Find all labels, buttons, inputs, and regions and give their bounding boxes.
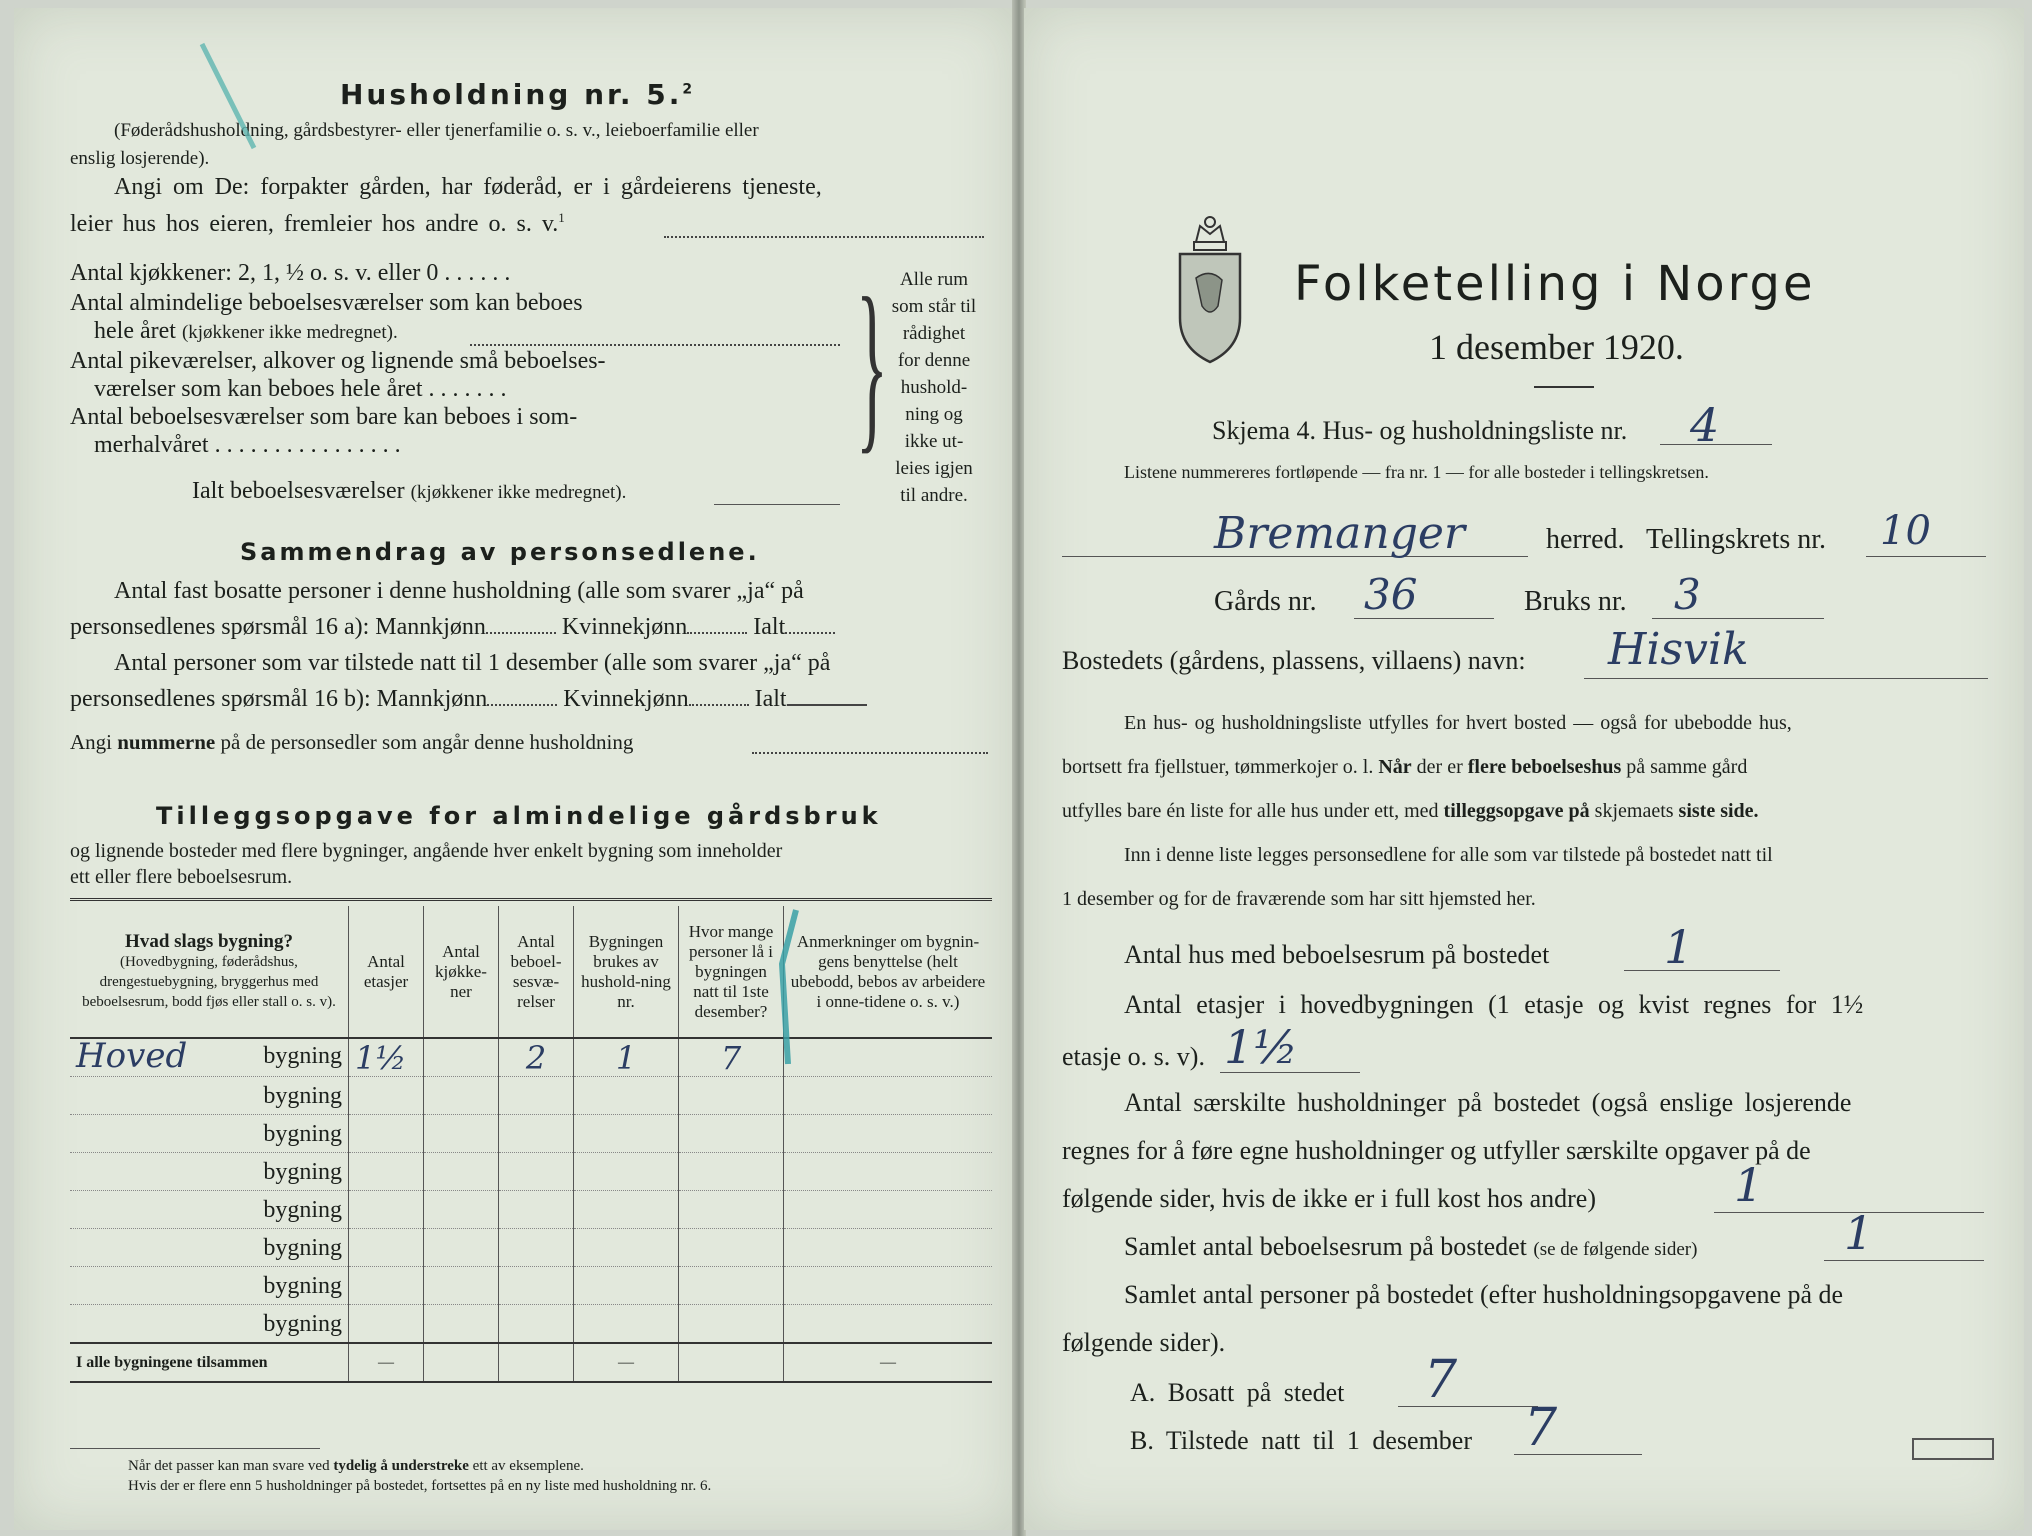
bosted-fill — [1584, 678, 1988, 679]
para2-line2: 1 desember og for de fraværende som har sitt hjemsted her. — [1062, 888, 1536, 910]
main-title: Folketelling i Norge — [1294, 256, 1816, 312]
para1-line3: utfylles bare én liste for alle hus under ett, med tilleggsopgave på skjemaets siste side. — [1062, 800, 1759, 822]
tilstede-line-1: Antal personer som var tilstede natt til 1 desember (alle som svarer „ja“ på — [114, 650, 831, 676]
right-page — [1024, 8, 2024, 1530]
listene-note: Listene nummereres fortløpende — fra nr. 1 — for alle bosteder i tellingskretsen. — [1124, 462, 1709, 482]
total-personer — [679, 1343, 784, 1382]
footnote-2: Hvis der er flere enn 5 husholdninger på bostedet, fortsettes på en ny liste med husholdning nr. 6. — [128, 1478, 712, 1494]
left-page — [14, 8, 1014, 1530]
skjema-label: Skjema 4. Hus- og husholdningsliste nr. — [1212, 416, 1628, 445]
cell-type: bygning — [70, 1267, 349, 1305]
para2-line1: Inn i denne liste legges personsedlene for alle som var tilstede på bostedet natt til — [1124, 844, 1773, 866]
cell-kjokkener — [424, 1305, 499, 1344]
cell-anm — [784, 1191, 993, 1229]
total-etasjer: — — [349, 1343, 424, 1382]
total-anm: — — [784, 1343, 993, 1382]
q-hus-value: 1 — [1664, 920, 1694, 974]
angi-fill-line — [664, 236, 984, 238]
building-table — [70, 906, 992, 1383]
q-etasjer-line2: etasje o. s. v). — [1062, 1042, 1205, 1071]
cell-vaerelser — [499, 1229, 574, 1267]
almindelige-label-2: hele året (kjøkkener ikke medregnet). — [94, 318, 398, 344]
cell-husholdning — [574, 1191, 679, 1229]
skjema-value: 4 — [1690, 398, 1720, 452]
almindelige-fill — [470, 344, 840, 346]
cell-type: bygning — [70, 1305, 349, 1344]
header-etasjer: Antal etasjer — [349, 906, 424, 1038]
gards-value: 36 — [1364, 570, 1418, 619]
herred-value: Bremanger — [1214, 508, 1465, 559]
tellingskrets-label: Tellingskrets nr. — [1646, 524, 1827, 555]
total-vaerelser — [499, 1343, 574, 1382]
table-row — [70, 1267, 992, 1305]
bosted-label: Bostedets (gårdens, plassens, villaens) navn: — [1062, 646, 1526, 675]
cell-personer: 7 — [679, 1038, 784, 1077]
total-label: I alle bygningene tilsammen — [70, 1343, 349, 1382]
gards-label: Gårds nr. — [1214, 586, 1317, 617]
angi-line-1: Angi om De: forpakter gården, har føderåd, er i gårdeierens tjeneste, — [114, 174, 822, 200]
cell-anm — [784, 1153, 993, 1191]
q-a-fill — [1398, 1406, 1538, 1407]
header-anmerkninger: Anmerkninger om bygnin-gens benyttelse (helt ubebodd, bebos av arbeidere i onne-tidene o. s. v.) — [784, 906, 993, 1038]
table-top-rule — [70, 898, 992, 901]
tilstede-line-2: personsedlenes spørsmål 16 b): Mannkjønn Kvinnekjønn Ialt — [70, 686, 867, 713]
cell-husholdning — [574, 1229, 679, 1267]
q-samlet-rum-value: 1 — [1844, 1206, 1874, 1260]
bruks-value: 3 — [1674, 570, 1701, 619]
cell-kjokkener — [424, 1267, 499, 1305]
brace-note: Alle rum som står til rådighet for denne hushold- ning og ikke ut- leies igjen til andre. — [891, 269, 977, 506]
sommer-label-1: Antal beboelsesværelser som bare kan beboes i som- — [70, 404, 578, 430]
fast-line-1: Antal fast bosatte personer i denne husholdning (alle som svarer „ja“ på — [114, 578, 804, 604]
cell-etasjer — [349, 1305, 424, 1344]
table-row — [70, 1115, 992, 1153]
nummerne-fill — [752, 752, 988, 754]
q-samlet-pers-line2: følgende sider). — [1062, 1328, 1226, 1357]
cell-etasjer — [349, 1115, 424, 1153]
census-date: 1 desember 1920. — [1429, 327, 1684, 367]
cell-vaerelser — [499, 1191, 574, 1229]
cell-personer — [679, 1077, 784, 1115]
table-row — [70, 1077, 992, 1115]
cell-husholdning — [574, 1267, 679, 1305]
table-row — [70, 1229, 992, 1267]
cell-etasjer — [349, 1229, 424, 1267]
cell-kjokkener — [424, 1038, 499, 1077]
pike-label-1: Antal pikeværelser, alkover og lignende små beboelses- — [70, 348, 606, 374]
cell-personer — [679, 1191, 784, 1229]
table-total-row — [70, 1343, 992, 1382]
pencil-mark — [194, 38, 274, 158]
tillegg-line-1: og lignende bosteder med flere bygninger, angående hver enkelt bygning som inneholder — [70, 840, 783, 862]
cell-husholdning — [574, 1305, 679, 1344]
cell-anm — [784, 1267, 993, 1305]
bruks-label: Bruks nr. — [1524, 586, 1627, 617]
ialt-label: Ialt beboelsesværelser (kjøkkener ikke medregnet). — [192, 478, 627, 504]
cell-type: bygning — [70, 1191, 349, 1229]
fast-line-2: personsedlenes spørsmål 16 a): Mannkjønn Kvinnekjønn Ialt — [70, 614, 835, 641]
cell-husholdning — [574, 1077, 679, 1115]
q-b-label: B. Tilstede natt til 1 desember — [1130, 1426, 1472, 1455]
herred-label: herred. — [1546, 524, 1625, 555]
q-etasjer-value: 1½ — [1224, 1020, 1298, 1074]
almindelige-label-1: Antal almindelige beboelsesværelser som kan beboes — [70, 290, 583, 316]
q-hus-fill — [1624, 970, 1780, 971]
tillegg-line-2: ett eller flere beboelsesrum. — [70, 866, 293, 888]
tellingskrets-value: 10 — [1880, 508, 1931, 554]
kjokkener-label: Antal kjøkkener: 2, 1, ½ o. s. v. eller 0 . . . . . . — [70, 260, 511, 286]
ialt-fill — [714, 504, 840, 505]
q-a-label: A. Bosatt på stedet — [1130, 1378, 1345, 1407]
cell-vaerelser: 2 — [499, 1038, 574, 1077]
header-husholdning: Bygningen brukes av hushold-ning nr. — [574, 906, 679, 1038]
cell-kjokkener — [424, 1153, 499, 1191]
q-saer-value: 1 — [1734, 1158, 1764, 1212]
header-bygning: Hvad slags bygning? (Hovedbygning, føderådshus, drengestuebygning, bryggerhus med beboelsesrum, bodd fjøs eller stall o. s. v). — [70, 906, 349, 1038]
total-kjokkener — [424, 1343, 499, 1382]
angi-nummerne: Angi nummerne på de personsedler som angår denne husholdning — [70, 730, 634, 754]
table-row — [70, 1191, 992, 1229]
cell-anm — [784, 1229, 993, 1267]
cell-vaerelser — [499, 1077, 574, 1115]
household-title: Husholdning nr. 5.$^2$ — [340, 78, 696, 111]
table-row — [70, 1153, 992, 1191]
footnote-rule — [70, 1448, 320, 1449]
cell-personer — [679, 1115, 784, 1153]
header-vaerelser: Antal beboel-sesvæ-relser — [499, 906, 574, 1038]
q-saer-line3: følgende sider, hvis de ikke er i full kost hos andre) — [1062, 1184, 1596, 1213]
q-samlet-pers-line1: Samlet antal personer på bostedet (efter husholdningsopgavene på de — [1124, 1280, 1844, 1309]
cell-vaerelser — [499, 1153, 574, 1191]
cell-anm — [784, 1077, 993, 1115]
cell-vaerelser — [499, 1115, 574, 1153]
para1-line2: bortsett fra fjellstuer, tømmerkojer o. l. Når der er flere beboelseshus på samme gård — [1062, 756, 1748, 778]
cell-type: bygning — [70, 1229, 349, 1267]
q-samlet-rum-label: Samlet antal beboelsesrum på bostedet (se de følgende sider) — [1124, 1232, 1698, 1261]
header-kjokkener: Antal kjøkke-ner — [424, 906, 499, 1038]
cell-etasjer — [349, 1077, 424, 1115]
bosted-value: Hisvik — [1608, 624, 1749, 675]
cell-kjokkener — [424, 1191, 499, 1229]
intro-line-1: (Føderådshusholdning, gårdsbestyrer- eller tjenerfamilie o. s. v., leieboerfamilie eller — [114, 120, 759, 141]
sammendrag-title: Sammendrag av personsedlene. — [240, 538, 760, 566]
cell-husholdning — [574, 1115, 679, 1153]
cell-etasjer — [349, 1267, 424, 1305]
cell-husholdning: 1 — [574, 1038, 679, 1077]
cell-kjokkener — [424, 1077, 499, 1115]
coat-of-arms-icon — [1174, 208, 1246, 368]
cell-etasjer — [349, 1153, 424, 1191]
cell-personer — [679, 1267, 784, 1305]
q-b-value: 7 — [1524, 1398, 1558, 1458]
pike-label-2: værelser som kan beboes hele året . . . . . . . — [94, 376, 507, 402]
cell-kjokkener — [424, 1229, 499, 1267]
tillegg-title: Tilleggsopgave for almindelige gårdsbruk — [156, 802, 882, 830]
cell-vaerelser — [499, 1267, 574, 1305]
cell-personer — [679, 1229, 784, 1267]
cell-vaerelser — [499, 1305, 574, 1344]
cell-anm — [784, 1115, 993, 1153]
cell-personer — [679, 1305, 784, 1344]
q-saer-line1: Antal særskilte husholdninger på bostedet (også enslige losjerende — [1124, 1088, 1852, 1117]
title-rule — [1534, 386, 1594, 388]
footnote-1: Når det passer kan man svare ved tydelig å understreke ett av eksemplene. — [128, 1458, 584, 1474]
q-a-value: 7 — [1424, 1350, 1458, 1410]
q-etasjer-line1: Antal etasjer i hovedbygningen (1 etasje og kvist regnes for 1½ — [1124, 990, 1864, 1019]
tellingskrets-fill — [1866, 556, 1986, 557]
cell-type: bygning — [70, 1077, 349, 1115]
angi-line-2: leier hus hos eieren, fremleier hos andre o. s. v.$^1$ — [70, 210, 565, 237]
cell-personer — [679, 1153, 784, 1191]
table-row — [70, 1038, 992, 1077]
total-husholdning: — — [574, 1343, 679, 1382]
q-hus-label: Antal hus med beboelsesrum på bostedet — [1124, 940, 1550, 969]
cell-etasjer — [349, 1191, 424, 1229]
q-samlet-rum-fill — [1824, 1260, 1984, 1261]
brace: } — [856, 260, 888, 470]
cell-anm — [784, 1305, 993, 1344]
header-personer: Hvor mange personer lå i bygningen natt til 1ste desember? — [679, 906, 784, 1038]
pencil-mark — [762, 904, 812, 1074]
cell-type: bygning — [70, 1115, 349, 1153]
intro-line-2: enslig losjerende). — [70, 148, 210, 169]
cell-kjokkener — [424, 1115, 499, 1153]
table-row — [70, 1305, 992, 1344]
cell-anm — [784, 1038, 993, 1077]
para1-line1: En hus- og husholdningsliste utfylles for hvert bosted — også for ubebodde hus, — [1124, 712, 1792, 734]
cell-type: Hoved bygning — [70, 1038, 349, 1077]
cell-husholdning — [574, 1153, 679, 1191]
sommer-label-2: merhalvåret . . . . . . . . . . . . . . . . — [94, 432, 401, 458]
table-header-row — [70, 906, 992, 1038]
cell-etasjer: 1½ — [349, 1038, 424, 1077]
printer-stamp — [1912, 1438, 1994, 1460]
q-saer-line2: regnes for å føre egne husholdninger og utfyller særskilte opgaver på de — [1062, 1136, 1811, 1165]
cell-type: bygning — [70, 1153, 349, 1191]
